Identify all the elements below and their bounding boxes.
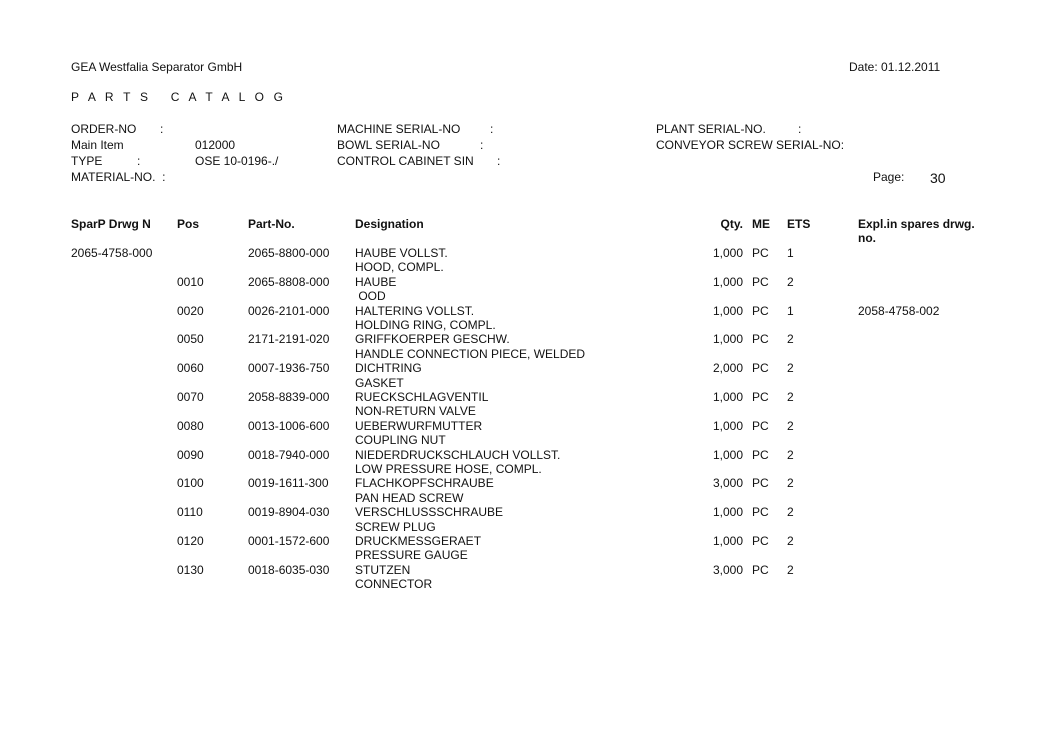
cell-me: PC bbox=[752, 505, 769, 520]
cell-qty: 1,000 bbox=[712, 274, 743, 289]
machine-serial-colon: : bbox=[490, 122, 494, 136]
cell-designation-en: HOLDING RING, COMPL. bbox=[355, 317, 496, 332]
cell-me: PC bbox=[752, 390, 769, 404]
bowl-serial-colon: : bbox=[480, 138, 484, 152]
cell-part-no: 0019-1611-300 bbox=[248, 476, 329, 491]
cell-ets: 2 bbox=[787, 390, 794, 404]
table-row bbox=[0, 390, 1053, 419]
cell-part-no: 0013-1006-600 bbox=[248, 418, 330, 433]
type-colon: : bbox=[137, 154, 141, 168]
table-row bbox=[0, 361, 1053, 390]
cell-designation-de: HALTERING VOLLST. bbox=[355, 303, 475, 318]
cell-expl: 2058-4758-002 bbox=[858, 303, 940, 318]
cell-designation-de: NIEDERDRUCKSCHLAUCH VOLLST. bbox=[355, 447, 561, 462]
cell-me: PC bbox=[752, 418, 769, 433]
cell-pos: 0060 bbox=[177, 361, 204, 376]
cell-ets: 2 bbox=[787, 447, 794, 462]
bowl-serial-label: BOWL SERIAL-NO bbox=[337, 138, 440, 152]
table-row bbox=[0, 534, 1053, 563]
plant-serial-colon: : bbox=[798, 122, 802, 136]
cell-sparp: 2065-4758-000 bbox=[71, 246, 153, 260]
control-cabinet-label: CONTROL CABINET SIN bbox=[337, 154, 474, 168]
cell-designation-en: HANDLE CONNECTION PIECE, WELDED bbox=[355, 346, 586, 361]
cell-pos: 0120 bbox=[177, 534, 204, 548]
material-no-label: MATERIAL-NO. : bbox=[71, 170, 166, 184]
cell-designation-en: GASKET bbox=[355, 375, 404, 390]
cell-me: PC bbox=[752, 274, 769, 289]
cell-part-no: 0019-8904-030 bbox=[248, 505, 330, 520]
cell-part-no: 0018-6035-030 bbox=[248, 562, 330, 577]
type-label: TYPE bbox=[71, 154, 103, 168]
cell-qty: 1,000 bbox=[712, 246, 743, 260]
cell-designation-de: HAUBE VOLLST. bbox=[355, 246, 448, 260]
table-row bbox=[0, 476, 1053, 505]
cell-part-no: 0007-1936-750 bbox=[248, 361, 330, 376]
cell-designation-de: VERSCHLUSSSCHRAUBE bbox=[355, 505, 504, 520]
cell-part-no: 0018-7940-000 bbox=[248, 447, 330, 462]
cell-pos: 0080 bbox=[177, 418, 204, 433]
col-header-expl-cont: no. bbox=[858, 231, 876, 245]
main-item-label: Main Item bbox=[71, 138, 124, 152]
cell-part-no: 2065-8800-000 bbox=[248, 246, 330, 260]
cell-part-no: 2058-8839-000 bbox=[248, 390, 330, 404]
cell-qty: 3,000 bbox=[712, 476, 743, 491]
cell-qty: 1,000 bbox=[712, 534, 743, 548]
table-row bbox=[0, 275, 1053, 304]
col-header-part-no: Part-No. bbox=[248, 217, 295, 231]
cell-qty: 1,000 bbox=[712, 332, 743, 347]
order-no-label: ORDER-NO bbox=[71, 122, 137, 136]
cell-qty: 2,000 bbox=[712, 361, 743, 376]
cell-designation-en: OOD bbox=[355, 289, 386, 304]
table-row bbox=[0, 304, 1053, 333]
cell-designation-de: HAUBE bbox=[355, 274, 397, 289]
cell-designation-en: SCREW PLUG bbox=[355, 519, 436, 534]
cell-me: PC bbox=[752, 534, 769, 548]
cell-me: PC bbox=[752, 332, 769, 347]
cell-designation-en: HOOD, COMPL. bbox=[355, 260, 444, 275]
cell-designation-en: PRESSURE GAUGE bbox=[355, 548, 468, 563]
cell-qty: 1,000 bbox=[712, 505, 743, 520]
cell-me: PC bbox=[752, 562, 769, 577]
cell-designation-de: STUTZEN bbox=[355, 562, 411, 577]
table-row bbox=[0, 563, 1053, 592]
cell-pos: 0020 bbox=[177, 303, 204, 318]
cell-part-no: 0001-1572-600 bbox=[248, 534, 330, 548]
cell-ets: 2 bbox=[787, 332, 794, 347]
cell-ets: 2 bbox=[787, 418, 794, 433]
table-row bbox=[0, 505, 1053, 534]
main-item-value: 012000 bbox=[195, 138, 236, 152]
col-header-expl: Expl.in spares drwg. bbox=[858, 217, 975, 231]
cell-ets: 2 bbox=[787, 361, 794, 376]
cell-pos: 0070 bbox=[177, 390, 204, 404]
cell-designation-en: PAN HEAD SCREW bbox=[355, 490, 464, 505]
cell-ets: 2 bbox=[787, 562, 794, 577]
cell-designation-de: DICHTRING bbox=[355, 361, 422, 376]
cell-pos: 0090 bbox=[177, 447, 204, 462]
cell-me: PC bbox=[752, 246, 769, 260]
cell-designation-en: CONNECTOR bbox=[355, 577, 433, 592]
table-row bbox=[0, 332, 1053, 361]
cell-me: PC bbox=[752, 361, 769, 376]
cell-me: PC bbox=[752, 447, 769, 462]
table-row bbox=[0, 448, 1053, 477]
order-no-colon: : bbox=[160, 122, 164, 136]
cell-designation-de: RUECKSCHLAGVENTIL bbox=[355, 390, 489, 404]
cell-pos: 0100 bbox=[177, 476, 204, 491]
cell-part-no: 2065-8808-000 bbox=[248, 274, 330, 289]
cell-me: PC bbox=[752, 476, 769, 491]
cell-ets: 2 bbox=[787, 476, 794, 491]
col-header-ets: ETS bbox=[787, 217, 811, 231]
cell-qty: 1,000 bbox=[712, 390, 743, 404]
plant-serial-label: PLANT SERIAL-NO. bbox=[656, 122, 766, 136]
col-header-qty: Qty. bbox=[720, 217, 743, 231]
cell-ets: 2 bbox=[787, 505, 794, 520]
company-name: GEA Westfalia Separator GmbH bbox=[71, 60, 243, 74]
col-header-designation: Designation bbox=[355, 217, 424, 231]
machine-serial-label: MACHINE SERIAL-NO bbox=[337, 122, 461, 136]
cell-pos: 0110 bbox=[177, 505, 203, 520]
cell-ets: 1 bbox=[787, 303, 794, 318]
col-header-pos: Pos bbox=[177, 217, 200, 231]
cell-me: PC bbox=[752, 303, 769, 318]
cell-ets: 1 bbox=[787, 246, 794, 260]
page-label: Page: bbox=[873, 170, 905, 184]
table-row bbox=[0, 246, 1053, 275]
cell-ets: 2 bbox=[787, 534, 794, 548]
cell-designation-en: NON-RETURN VALVE bbox=[355, 404, 476, 419]
cell-qty: 1,000 bbox=[712, 418, 743, 433]
document-date: Date: 01.12.2011 bbox=[849, 60, 941, 74]
catalog-title: P A R T S C A T A L O G bbox=[71, 90, 287, 104]
control-cabinet-colon: : bbox=[497, 154, 501, 168]
cell-qty: 1,000 bbox=[712, 447, 743, 462]
cell-ets: 2 bbox=[787, 274, 794, 289]
type-value: OSE 10-0196-./ bbox=[195, 154, 279, 168]
cell-pos: 0050 bbox=[177, 332, 204, 347]
table-row bbox=[0, 419, 1053, 448]
cell-designation-en: LOW PRESSURE HOSE, COMPL. bbox=[355, 461, 542, 476]
cell-designation-de: FLACHKOPFSCHRAUBE bbox=[355, 476, 494, 491]
cell-designation-de: GRIFFKOERPER GESCHW. bbox=[355, 332, 510, 347]
col-header-sparp: SparP Drwg N bbox=[71, 217, 151, 231]
col-header-me: ME bbox=[752, 217, 770, 231]
cell-qty: 3,000 bbox=[712, 562, 743, 577]
cell-pos: 0130 bbox=[177, 562, 204, 577]
cell-designation-de: UEBERWURFMUTTER bbox=[355, 418, 483, 433]
cell-qty: 1,000 bbox=[712, 303, 743, 318]
page-number: 30 bbox=[930, 170, 946, 186]
cell-pos: 0010 bbox=[177, 274, 204, 289]
cell-designation-de: DRUCKMESSGERAET bbox=[355, 534, 482, 548]
cell-designation-en: COUPLING NUT bbox=[355, 433, 446, 448]
cell-part-no: 2171-2191-020 bbox=[248, 332, 330, 347]
cell-part-no: 0026-2101-000 bbox=[248, 303, 330, 318]
conveyor-screw-label: CONVEYOR SCREW SERIAL-NO: bbox=[656, 138, 845, 152]
